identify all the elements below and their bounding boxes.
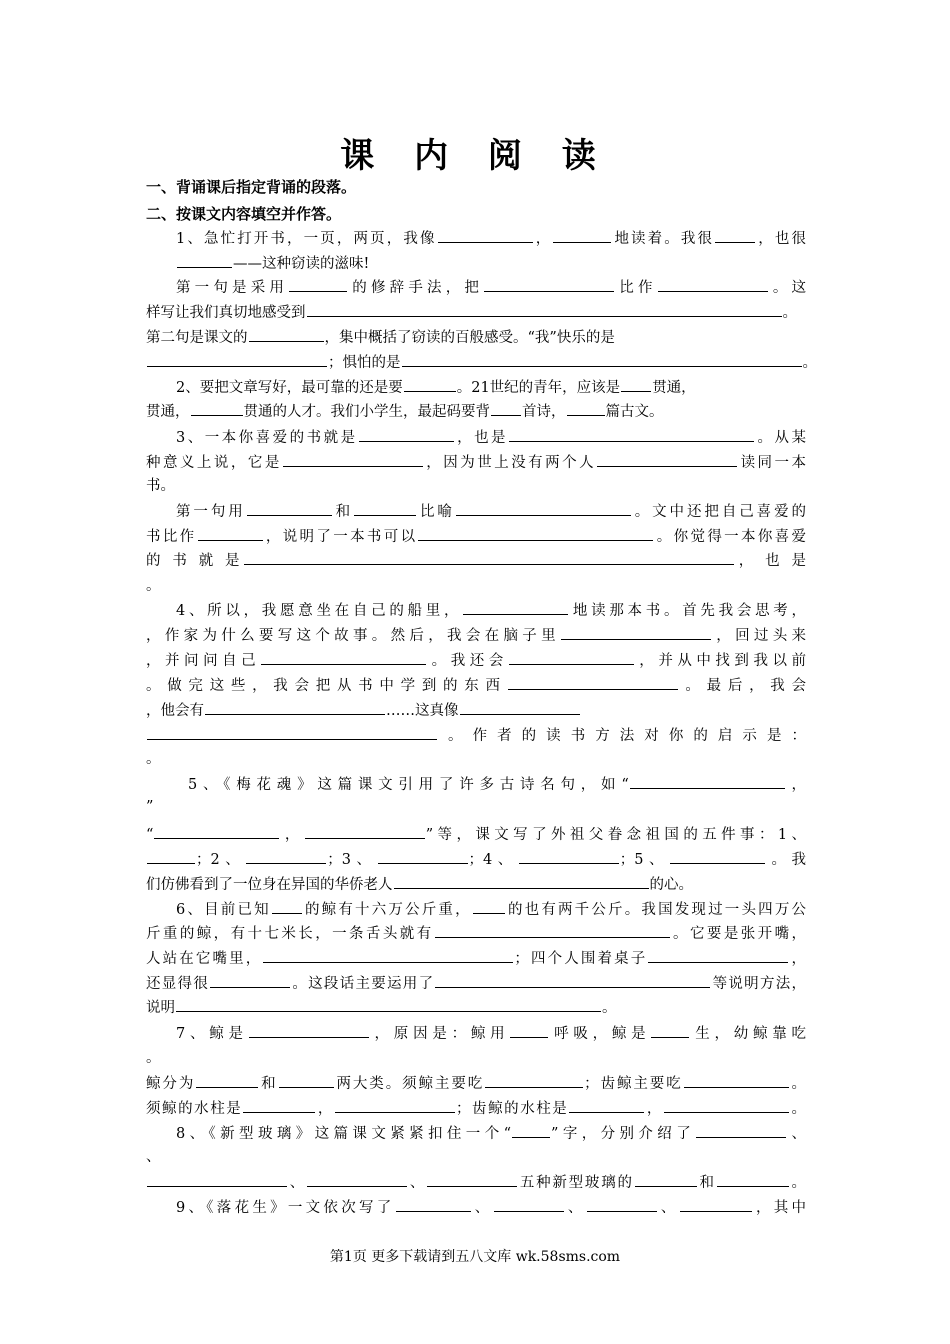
text-line: 人站在它嘴里， ；四个人围着桌子 ， [146, 947, 806, 970]
text-line: 书。 [146, 478, 175, 494]
text-line: 。 [146, 1050, 161, 1066]
text-line: 样写让我们真切地感受到 。 [146, 301, 806, 324]
text-line: ；2、 ；3、 ；4、 ；5、 。我 [146, 848, 806, 871]
text-line: “ ， ”等，课文写了外祖父眷念祖国的五件事：1、 [146, 823, 806, 846]
text-line: 们仿佛看到了一位身在异国的华侨老人 的心。 [146, 873, 806, 896]
section-heading-2: 二、按课文内容填空并作答。 [146, 205, 342, 223]
text-line: ，他会有 ……这真像 [146, 699, 806, 722]
text-line: ” [146, 799, 154, 815]
page-title: 课 内 阅 读 [340, 136, 610, 176]
text-line: 7、鲸是 ，原因是：鲸用 呼吸，鲸是 生，幼鲸靠吃 [176, 1022, 806, 1045]
text-line: 9、《落花生》一文依次写了 、 、 、 ，其中 [176, 1196, 806, 1219]
text-line: 8、《新型玻璃》这篇课文紧紧扣住一个“ ”字，分别介绍了 、 [176, 1122, 806, 1145]
text-line: 3、一本你喜爱的书就是 ，也是 。从某 [176, 426, 806, 449]
text-line: 。 [146, 751, 161, 767]
text-line: 第一句是采用 的修辞手法，把 比作 。这 [176, 276, 806, 299]
text-line: 书比作 ，说明了一本书可以 。你觉得一本你喜爱 [146, 525, 806, 548]
text-line: 、 [146, 1149, 161, 1165]
text-line: ，并问问自己 。我还会 ，并从中找到我以前 [146, 649, 806, 672]
text-line: 4、所以，我愿意坐在自己的船里， 地读那本书。首先我会思考， [176, 599, 806, 622]
text-line: 还显得很 。这段话主要运用了 等说明方法， [146, 972, 806, 995]
text-line: 须鲸的水柱是 ， ；齿鲸的水柱是 ， 。 [146, 1097, 806, 1120]
text-line: 、 、 五种新型玻璃的 和 。 [146, 1171, 806, 1194]
text-line: 贯通， 贯通的人才。我们小学生，最起码要背 首诗， 篇古文。 [146, 400, 806, 423]
text-line: 鲸分为 和 两大类。须鲸主要吃 ；齿鲸主要吃 。 [146, 1072, 806, 1095]
text-line: ，作家为什么要写这个故事。然后，我会在脑子里 ，回过头来 [146, 624, 806, 647]
text-line: 。作者的读书方法对你的启示是： [146, 724, 806, 747]
text-line: ——这种窃读的滋味! [176, 252, 806, 275]
text-line: 种意义上说，它是 ，因为世上没有两个人 读同一本 [146, 451, 806, 474]
section-heading-1: 一、背诵课后指定背诵的段落。 [146, 178, 357, 196]
text-line: 说明 。 [146, 996, 806, 1019]
text-line: 第一句用 和 比喻 。文中还把自己喜爱的 [176, 500, 806, 523]
text-line: ；惧怕的是 。 [146, 351, 806, 374]
text-line: 。做完这些，我会把从书中学到的东西 。最后，我会 [146, 674, 806, 697]
text-line: 斤重的鲸，有十七米长，一条舌头就有 。它要是张开嘴， [146, 922, 806, 945]
text-line: 的 书 就 是 ， 也 是 [146, 549, 806, 572]
text-line: 2、要把文章写好，最可靠的还是要 。21世纪的青年，应该是 贯通， [176, 376, 806, 399]
text-line: 6、目前已知 的鲸有十六万公斤重， 的也有两千公斤。我国发现过一头四万公 [176, 898, 806, 921]
text-line: 第二句是课文的 ，集中概括了窃读的百般感受。“我”快乐的是 [146, 326, 806, 349]
text-line: 5、《梅花魂》这篇课文引用了许多古诗名句，如“ ， [188, 773, 806, 796]
text-line: 。 [146, 578, 161, 594]
page-footer: 第1页 更多下载请到五八文库 wk.58sms.com [329, 1249, 621, 1265]
text-line: 1、急忙打开书，一页，两页，我像 ， 地读着。我很 ，也很 [176, 227, 806, 250]
